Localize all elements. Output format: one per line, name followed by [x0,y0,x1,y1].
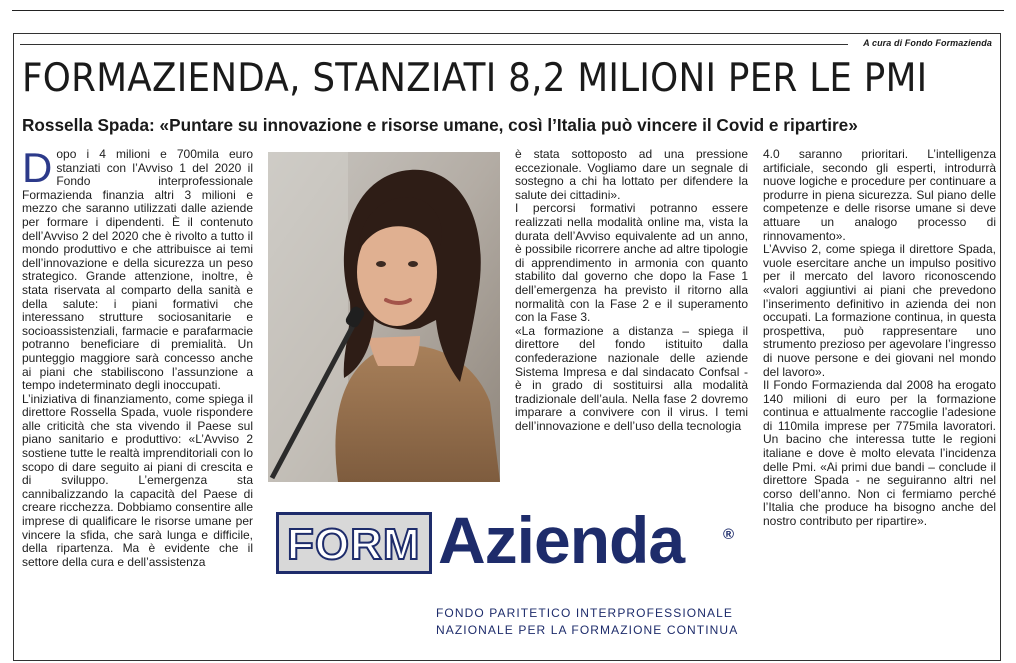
paragraph: L’iniziativa di finanziamento, come spiega il direttore Rossella Spada, vuole rispondere alle criticità che sta vivendo il Paese sul piano sanitario e produttivo: «L’Avviso 2 sostiene tutte le realtà imprenditoriali con lo scopo di dare seguito ai piani di crescita e di sviluppo. L’emergenza sta cannibalizzando la capacità del Paese di creare ricchezza. Dobbiamo consentire alle imprese di qualificare le risorse umane per vincere la sfida, che sarà lunga e difficile, della ripartenza. Ma è evidente che il settore della cura e dell’assistenza [22,391,253,569]
portrait-photo [268,152,500,482]
article-column-3 [763,148,996,529]
paragraph: 4.0 saranno prioritari. L’intelligenza artificiale, secondo gli esperti, introdurrà nuove logiche e procedure per continuare a produrre in piena sicurezza. Sul piano delle competenze e delle risorse umane si deve attuare un analogo processo di rinnovamento». [763,147,996,243]
curated-rule [20,44,848,45]
drop-cap: D [22,144,53,191]
logo-tagline-2: NAZIONALE PER LA FORMAZIONE CONTINUA [436,623,739,637]
paragraph: I percorsi formativi potranno essere realizzati nella modalità online ma, vista la durata dell’Avviso equivalente ad un anno, è possibile ricorrere anche ad altre tipologie di apprendimento in armonia con quanto stabilito dal governo che dopo la Fase 1 dell’emergenza ha previsto il ritorno alla normalità con la Fase 2 e il superamento con la Fase 3. [515,201,748,325]
curated-by: A cura di Fondo Formazienda [863,38,992,48]
paragraph: Il Fondo Formazienda dal 2008 ha erogato 140 milioni di euro per la formazione continua e attualmente raccoglie l’adesione di 110mila imprese per 775mila lavoratori. Un bacino che interessa tutte le regioni italiane e dove è molto elevata l’incidenza delle Pmi. «Ai primi due bandi – conclude il direttore Spada - ne seguiranno altri nel corso dell’anno. Non ci fermiamo perché l’Italia che produce ha bisogno anche del nostro contributo per ripartire». [763,378,996,529]
headline: FORMAZIENDA, STANZIATI 8,2 MILIONI PER LE PMI [22,56,928,101]
portrait-illustration [268,152,500,482]
logo-tagline-1: FONDO PARITETICO INTERPROFESSIONALE [436,606,733,620]
article-column-2 [515,148,748,433]
paragraph [22,144,253,393]
paragraph: «La formazione a distanza – spiega il direttore del fondo istituito dalla confederazione nazionale delle aziende Sistema Impresa e dal sindacato Confsal - è in grado di sostituirsi alla modalità tradizionale dell’aula. Nella fase 2 dovremo imparare a convivere con il virus. I temi dell’innovazione e dell’uso della tecnologia [515,323,748,433]
subtitle: Rossella Spada: «Puntare su innovazione e risorse umane, così l’Italia può vincere il Covid e ripartire» [22,115,858,135]
paragraph: L’Avviso 2, come spiega il direttore Spada, vuole esercitare anche un impulso positivo per il mercato del lavoro riconoscendo «valori aggiuntivi ai piani che prevedono l’inserimento definitivo in azienda dei non occupati. La formazione continua, in questa prospettiva, può rappresentare uno strumento prezioso per agevolare l’ingresso di nuove persone e dei giovani nel mondo del lavoro». [763,242,996,379]
paragraph: è stata sottoposto ad una pressione eccezionale. Vogliamo dare un segnale di sostegno a chi ha lottato per difendere la salute dei cittadini». [515,147,748,202]
article-column-1 [22,144,253,569]
paragraph-text: opo i 4 milioni e 700mila euro stanziati con l’Avviso 1 del 2020 il Fondo interprofessionale Formazienda finanzia altri 3 milioni e mezzo che saranno utilizzati dalle aziende per formare i dipendenti. È il contenuto dell’Avviso 2 del 2020 che è rivolto a tutto il mondo produttivo e che attribuisce ai temi dell’innovazione e della sicurezza un peso strategico. Grande attenzione, inoltre, è stata riservata al comparto della sanità e della salute: i piani formativi che interessano strutture sociosanitarie e socioassistenziali, farmacie e parafarmacie potranno beneficiare di premialità. Un punteggio maggiore sarà concesso anche ai piani che stabiliscono l’assunzione a tempo indeterminato degli inoccupati. [22,147,253,393]
logo-form-box [276,512,432,574]
logo-azienda-text: Azienda [438,503,685,577]
logo-form-text: FORM [287,520,421,569]
registered-mark: ® [723,526,735,543]
formazienda-logo [268,492,750,652]
top-rule [12,10,1004,11]
